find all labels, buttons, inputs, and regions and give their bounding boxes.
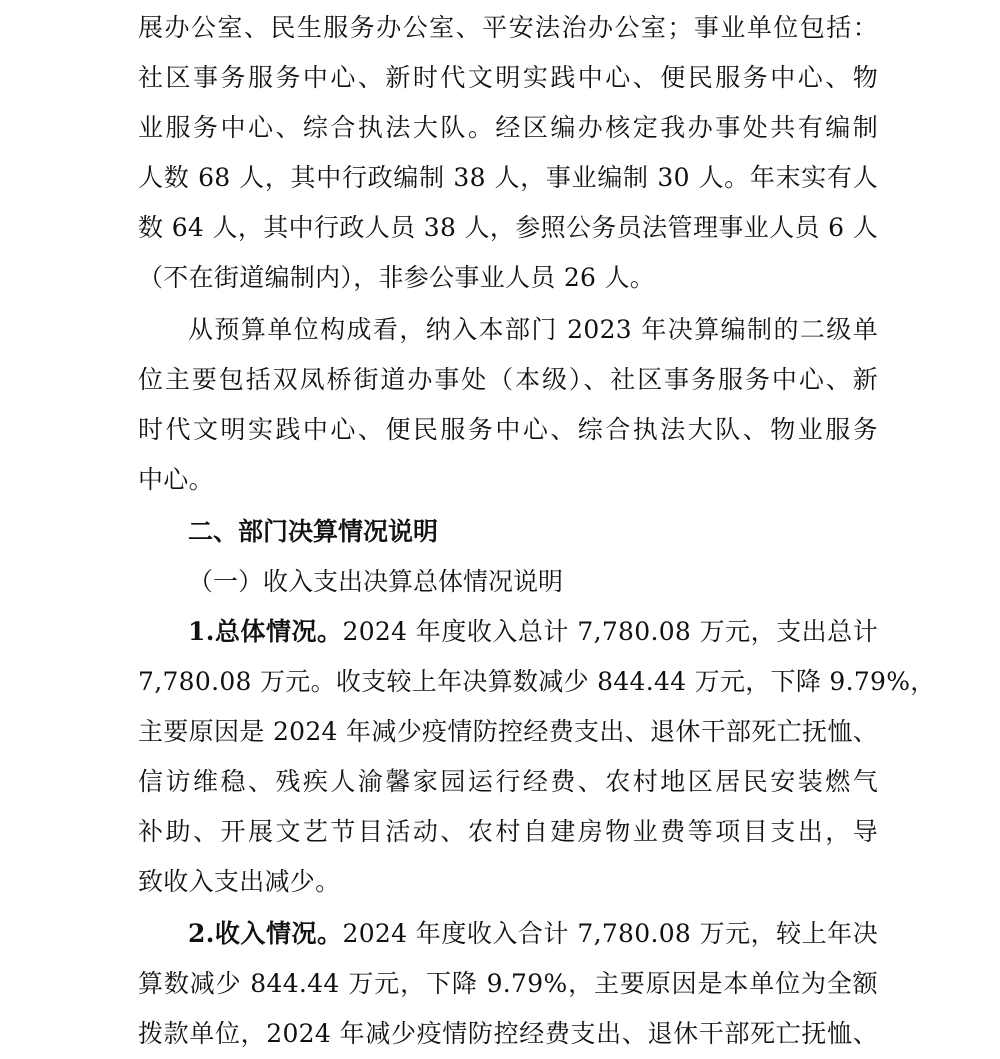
item2-first-line-text: 2024 年度收入合计 7,780.08 万元，较上年决: [342, 919, 878, 948]
subsection-heading: （一）收入支出决算总体情况说明: [188, 567, 564, 596]
item2-label: 2.收入情况。: [188, 919, 343, 948]
item1-first-line: [188, 607, 878, 657]
paragraph-line: 业服务中心、综合执法大队。经区编办核定我办事处共有编制: [138, 113, 878, 142]
paragraph-line: 7,780.08 万元。收支较上年决算数减少 844.44 万元，下降 9.79%，: [138, 667, 936, 696]
item1-first-line-text: 2024 年度收入总计 7,780.08 万元，支出总计: [342, 617, 878, 646]
item2-first-line: [188, 909, 878, 959]
paragraph-line: 信访维稳、残疾人渝馨家园运行经费、农村地区居民安装燃气: [138, 767, 878, 796]
paragraph-line: 从预算单位构成看，纳入本部门 2023 年决算编制的二级单: [188, 315, 878, 344]
paragraph-line: 社区事务服务中心、新时代文明实践中心、便民服务中心、物: [138, 63, 878, 92]
paragraph-line: 主要原因是 2024 年减少疫情防控经费支出、退休干部死亡抚恤、: [138, 717, 878, 746]
paragraph-line: 时代文明实践中心、便民服务中心、综合执法大队、物业服务: [138, 415, 878, 444]
paragraph-line: 数 64 人，其中行政人员 38 人，参照公务员法管理事业人员 6 人: [138, 213, 878, 242]
paragraph-line: 补助、开展文艺节目活动、农村自建房物业费等项目支出，导: [138, 817, 878, 846]
paragraph-line: 位主要包括双凤桥街道办事处（本级）、社区事务服务中心、新: [138, 365, 878, 394]
item1-label: 1.总体情况。: [188, 617, 343, 646]
paragraph-line: 拨款单位，2024 年减少疫情防控经费支出、退休干部死亡抚恤、: [138, 1019, 878, 1048]
paragraph-line: 中心。: [138, 465, 214, 494]
paragraph-line: 展办公室、民生服务办公室、平安法治办公室；事业单位包括：: [138, 13, 878, 42]
paragraph-line: 算数减少 844.44 万元，下降 9.79%，主要原因是本单位为全额: [138, 969, 878, 998]
paragraph-line: 人数 68 人，其中行政编制 38 人，事业编制 30 人。年末实有人: [138, 163, 878, 192]
section-heading: 二、部门决算情况说明: [188, 517, 439, 546]
paragraph-line: （不在街道编制内），非参公事业人员 26 人。: [138, 263, 656, 292]
paragraph-line: 致收入支出减少。: [138, 867, 341, 896]
